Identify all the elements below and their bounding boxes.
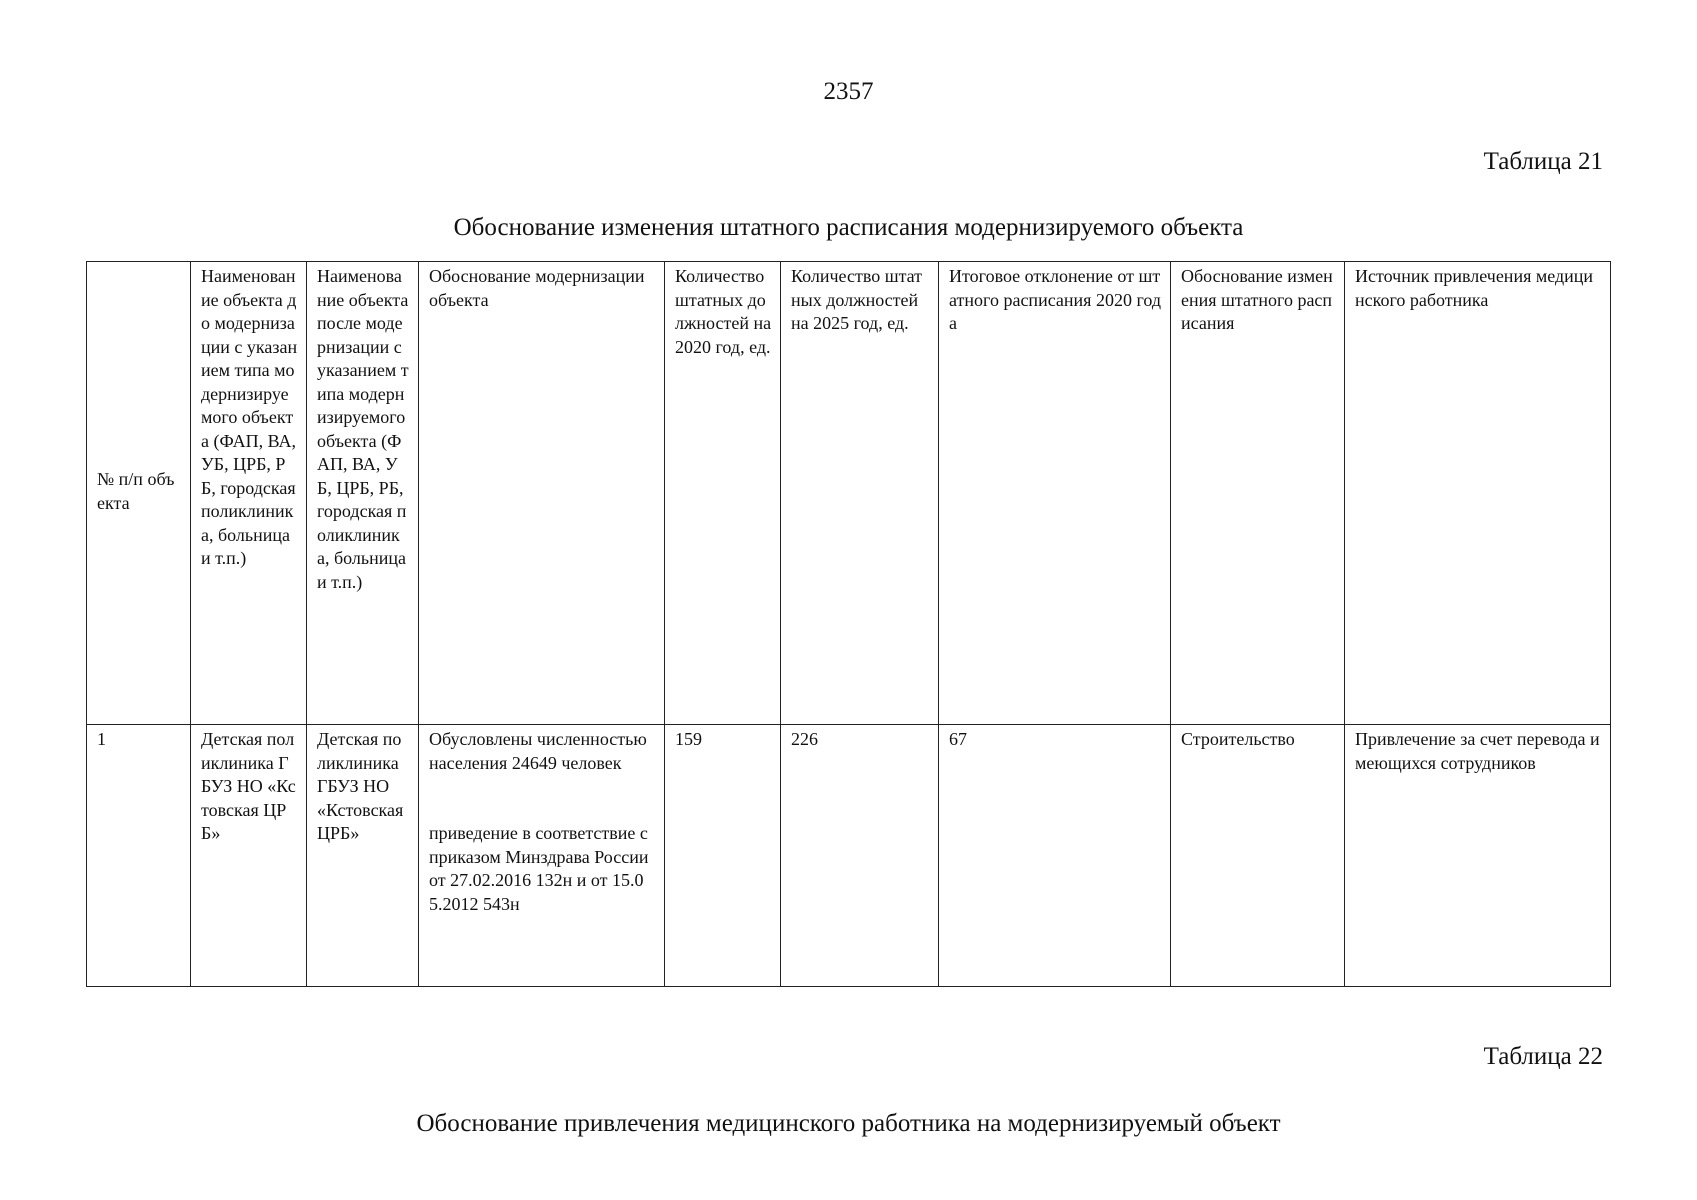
header-source: Источник привлечения медицинского работника — [1345, 262, 1611, 725]
cell-change-reason: Строительство — [1171, 725, 1345, 987]
cell-staff-2020: 159 — [665, 725, 781, 987]
staffing-table — [86, 261, 1611, 987]
header-justification: Обоснование модернизации объекта — [419, 262, 665, 725]
page-number: 2357 — [823, 78, 874, 105]
cell-deviation: 67 — [939, 725, 1171, 987]
cell-source: Привлечение за счет перевода имеющихся сотрудников — [1345, 725, 1611, 987]
cell-staff-2025: 226 — [781, 725, 939, 987]
header-staff-2025: Количество штатных должностей на 2025 год, ед. — [781, 262, 939, 725]
header-deviation: Итоговое отклонение от штатного расписания 2020 года — [939, 262, 1171, 725]
table-21-caption: Обоснование изменения штатного расписания модернизируемого объекта — [453, 214, 1244, 241]
header-number: № п/п объекта — [87, 262, 191, 725]
table-22-label: Таблица 22 — [1483, 1043, 1603, 1070]
table-22-caption: Обоснование привлечения медицинского работника на модернизируемый объект — [416, 1110, 1281, 1137]
header-staff-2020: Количество штатных должностей на 2020 год, ед. — [665, 262, 781, 725]
table-21-label: Таблица 21 — [1483, 148, 1603, 175]
cell-number: 1 — [87, 725, 191, 987]
cell-name-after: Детская поликлиника ГБУЗ НО «Кстовская ЦРБ» — [307, 725, 419, 987]
header-change-reason: Обоснование изменения штатного расписания — [1171, 262, 1345, 725]
header-name-after: Наименование объекта после модернизации с указанием типа модернизируемого объекта (ФАП, ВА, УБ, ЦРБ, РБ, городская поликлиника, больница и т.п.) — [307, 262, 419, 725]
cell-justification: Обусловлены численностью населения 24649 человек приведение в соответствие с приказом Минздрава России от 27.02.2016 132н и от 15.05.2012 543н — [419, 725, 665, 987]
header-name-before: Наименование объекта до модернизации с указанием типа модернизируемого объекта (ФАП, ВА, УБ, ЦРБ, РБ, городская поликлиника, больница и т.п.) — [191, 262, 307, 725]
table-row — [87, 725, 1611, 987]
cell-name-before: Детская поликлиника ГБУЗ НО «Кстовская ЦРБ» — [191, 725, 307, 987]
table-header-row — [87, 262, 1611, 725]
